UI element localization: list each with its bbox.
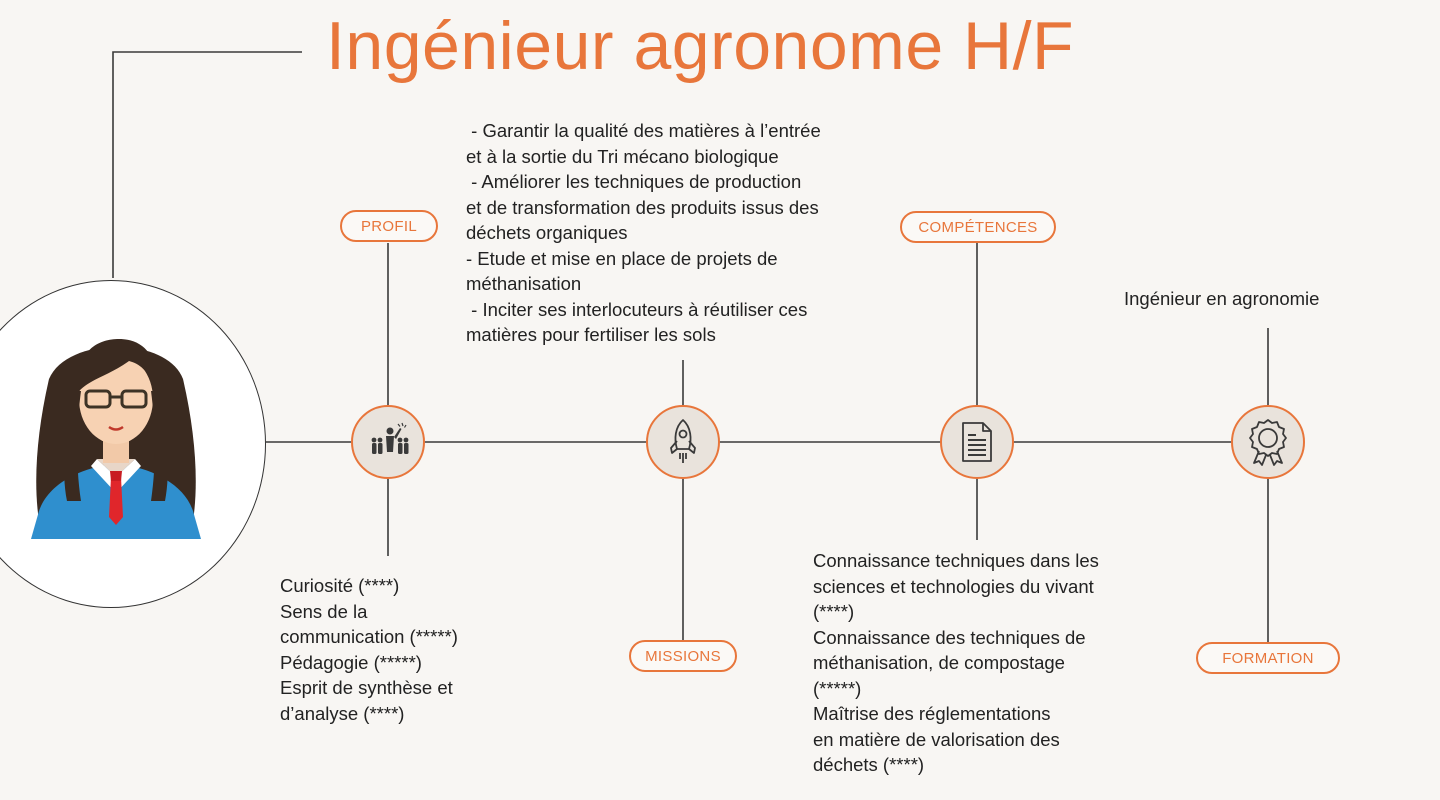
missions-line: matières pour fertiliser les sols — [466, 324, 716, 345]
team-leader-icon — [366, 420, 410, 464]
competences-description — [813, 548, 1099, 778]
missions-label: MISSIONS — [629, 640, 737, 672]
profil-line: Curiosité (****) — [280, 575, 400, 596]
rocket-icon — [661, 417, 705, 467]
competences-line: méthanisation, de compostage — [813, 652, 1065, 673]
document-icon — [957, 420, 997, 464]
missions-line: méthanisation — [466, 273, 582, 294]
competences-line: (****) — [813, 601, 855, 622]
competences-line: (*****) — [813, 677, 862, 699]
missions-node — [646, 405, 720, 479]
competences-line: sciences et technologies du vivant — [813, 575, 1094, 597]
missions-line: - Inciter ses interlocuteurs à réutiliser ces — [466, 298, 808, 320]
formation-line: Ingénieur en agronomie — [1124, 288, 1320, 309]
competences-label: COMPÉTENCES — [900, 211, 1056, 243]
competences-line: en matière de valorisation des — [813, 728, 1060, 750]
missions-line: - Etude et mise en place de projets de — [466, 247, 778, 269]
profil-line: Sens de la — [280, 600, 368, 622]
profil-label: PROFIL — [340, 210, 438, 242]
competences-node — [940, 405, 1014, 479]
missions-line: - Garantir la qualité des matières à l’entrée — [466, 120, 821, 141]
missions-line: - Améliorer les techniques de production — [466, 171, 802, 192]
competences-line: Connaissance techniques dans les — [813, 550, 1099, 571]
page-title: Ingénieur agronome H/F — [326, 8, 1075, 84]
competences-line: déchets (****) — [813, 754, 925, 775]
competences-line: Maîtrise des réglementations — [813, 703, 1051, 724]
missions-line: déchets organiques — [466, 222, 628, 243]
missions-line: et à la sortie du Tri mécano biologique — [466, 145, 779, 167]
missions-description — [466, 118, 821, 348]
profil-line: Esprit de synthèse et — [280, 677, 453, 698]
profil-node — [351, 405, 425, 479]
competences-line: Connaissance des techniques de — [813, 626, 1086, 648]
profil-description — [280, 573, 458, 726]
formation-node — [1231, 405, 1305, 479]
profil-line: d’analyse (****) — [280, 702, 405, 724]
title-connector — [113, 52, 302, 278]
missions-line: et de transformation des produits issus des — [466, 196, 819, 218]
formation-label: FORMATION — [1196, 642, 1340, 674]
certificate-badge-icon — [1245, 417, 1291, 467]
formation-description — [1124, 286, 1319, 312]
profil-line: Pédagogie (*****) — [280, 651, 422, 673]
profil-line: communication (*****) — [280, 626, 458, 647]
